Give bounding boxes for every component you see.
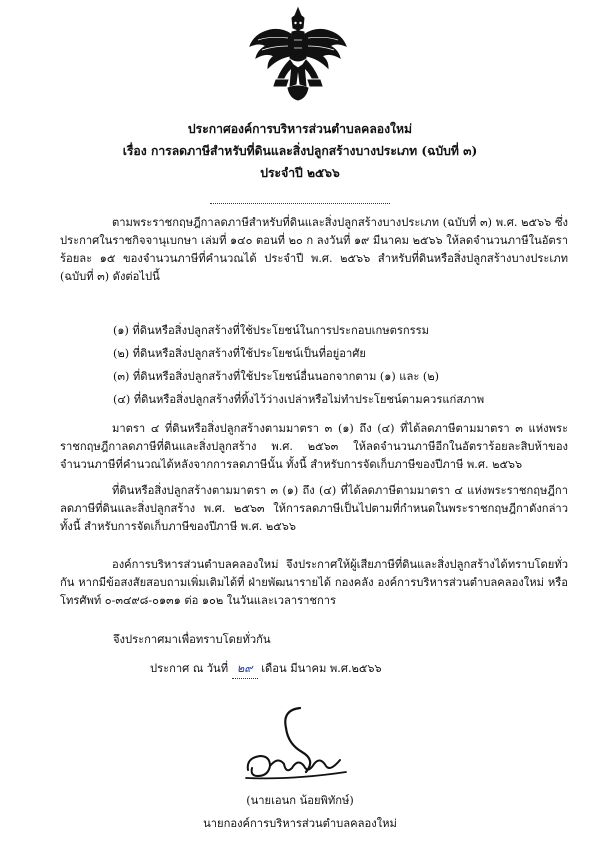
dotted-divider	[210, 203, 390, 204]
intro-paragraph: ตามพระราชกฤษฎีกาลดภาษีสำหรับที่ดินและสิ่งปลูกสร้างบางประเภท (ฉบับที่ ๓) พ.ศ. ๒๕๖๖ ซึ่งประกาศในราชกิจจานุเบกษา เล่มที่ ๑๔๐ ตอนที่ ๒๐ ก ลงวันที่ ๑๙ มีนาคม ๒๕๖๖ ให้ลดจำนวนภาษีในอัตราร้อยละ ๑๕ ของจำนวนภาษีที่คำนวณได้ ประจำปี พ.ศ. ๒๕๖๖ สำหรับที่ดินหรือสิ่งปลูกสร้างบางประเภท (ฉบับที่ ๓) ดังต่อไปนี้	[60, 216, 568, 283]
signature-mark	[242, 700, 352, 790]
garuda-emblem	[248, 6, 348, 102]
announcement-date	[150, 660, 382, 679]
subject-line: เรื่อง การลดภาษีสำหรับที่ดินและสิ่งปลูกสร้างบางประเภท (ฉบับที่ ๓)	[122, 144, 478, 158]
section-4-continuation-paragraph: ที่ดินหรือสิ่งปลูกสร้างตามมาตรา ๓ (๑) ถึง (๔) ที่ได้ลดภาษีตามมาตรา ๔ แห่งพระราชกฤษฎีกาลดภาษีที่ดินและสิ่งปลูกสร้าง พ.ศ. ๒๕๖๓ ให้การลดภาษีเป็นไปตามที่กำหนดในพระราชกฤษฎีกาดังกล่าว ทั้งนี้ สำหรับการจัดเก็บภาษีของปีภาษี พ.ศ. ๒๕๖๖	[60, 484, 568, 533]
list-item-3: (๓) ที่ดินหรือสิ่งปลูกสร้างที่ใช้ประโยชน์อื่นนอกจากตาม (๑) และ (๒)	[113, 370, 439, 383]
contact-paragraph: องค์การบริหารส่วนตำบลคลองใหม่ จึงประกาศให้ผู้เสียภาษีที่ดินและสิ่งปลูกสร้างได้ทราบโดยทั่วกัน หากมีข้อสงสัยสอบถามเพิ่มเติมได้ที่ ฝ่ายพัฒนารายได้ กองคลัง องค์การบริหารส่วนตำบลคลองใหม่ หรือ โทรศัพท์ ๐-๓๔๙๘-๐๑๓๑ ต่อ ๑๐๒ ในวันและเวลาราชการ	[60, 558, 568, 607]
date-suffix: เดือน มีนาคม พ.ศ.๒๕๖๖	[261, 662, 382, 675]
signatory-title: นายกองค์การบริหารส่วนตำบลคลองใหม่	[203, 817, 397, 830]
list-item-1: (๑) ที่ดินหรือสิ่งปลูกสร้างที่ใช้ประโยชน์ในการประกอบเกษตรกรรม	[113, 324, 430, 337]
closing-statement: จึงประกาศมาเพื่อทราบโดยทั่วกัน	[113, 633, 271, 646]
year-line: ประจำปี ๒๕๖๖	[260, 166, 340, 180]
date-prefix: ประกาศ ณ วันที่	[150, 662, 229, 675]
section-4-paragraph: มาตรา ๔ ที่ดินหรือสิ่งปลูกสร้างตามมาตรา ๓ (๑) ถึง (๔) ที่ได้ลดภาษีตามมาตรา ๓ แห่งพระราชกฤษฎีกาลดภาษีที่ดินและสิ่งปลูกสร้าง พ.ศ. ๒๕๖๓ ให้ลดจำนวนภาษีอีกในอัตราร้อยละสิบห้าของจำนวนภาษีที่คำนวณได้หลังจากการลดภาษีนั้น ทั้งนี้ สำหรับการจัดเก็บภาษีของปีภาษี พ.ศ. ๒๕๖๖	[60, 422, 568, 471]
signatory-name: (นายเอนก น้อยพิทักษ์)	[246, 794, 354, 807]
date-day: ๒๙	[232, 660, 258, 679]
list-item-4: (๔) ที่ดินหรือสิ่งปลูกสร้างที่ทิ้งไว้ว่างเปล่าหรือไม่ทำประโยชน์ตามควรแก่สภาพ	[113, 393, 485, 406]
list-item-2: (๒) ที่ดินหรือสิ่งปลูกสร้างที่ใช้ประโยชน์เป็นที่อยู่อาศัย	[113, 347, 366, 360]
announcement-title: ประกาศองค์การบริหารส่วนตำบลคลองใหม่	[187, 122, 413, 136]
